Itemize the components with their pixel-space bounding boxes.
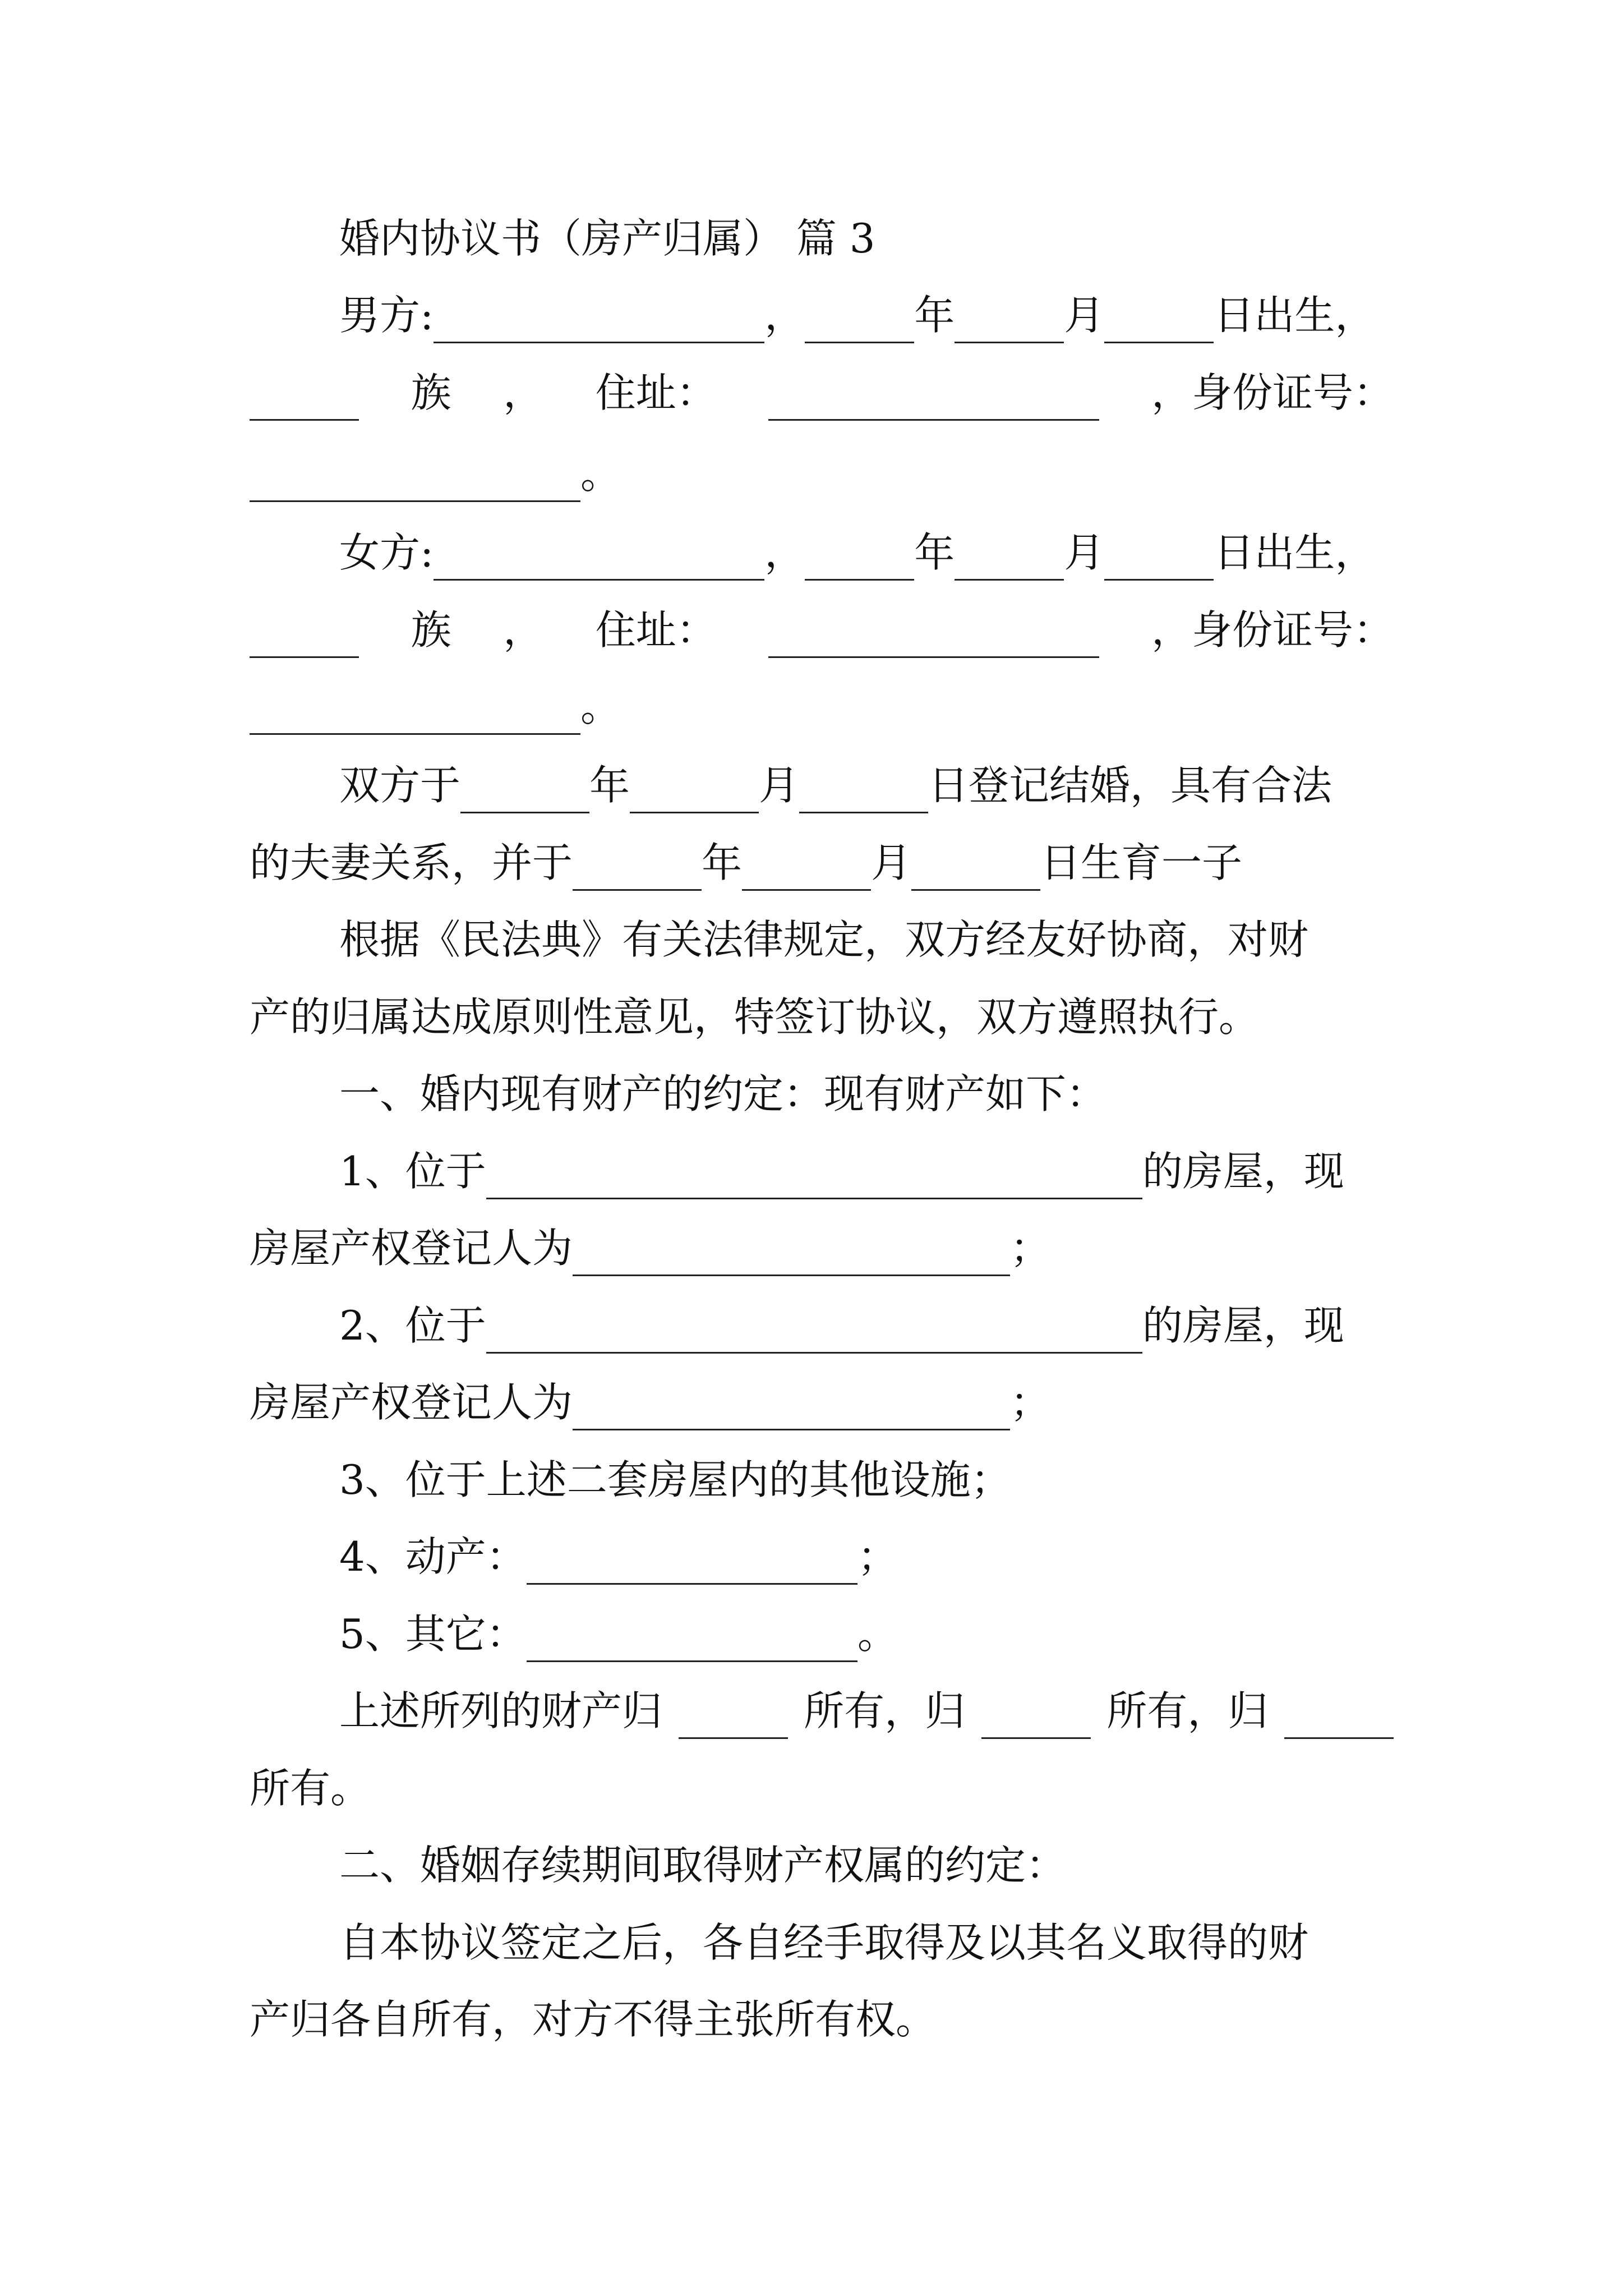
id-label: ，身份证号： xyxy=(1151,369,1394,416)
man-id-blank xyxy=(250,461,580,502)
address-label: 住址： xyxy=(595,606,717,654)
birth-label: 日出生， xyxy=(1214,529,1376,576)
section-1-heading: 一、婚内现有财产的约定：现有财产如下： xyxy=(339,1070,1107,1117)
year-label: 年 xyxy=(914,529,955,576)
owner-2-blank xyxy=(981,1698,1091,1739)
text: 5、其它： xyxy=(339,1611,527,1658)
period: 。 xyxy=(580,450,621,498)
marriage-line-1 xyxy=(339,757,1394,813)
house-1-location-blank xyxy=(486,1158,1142,1199)
woman-birth-line xyxy=(339,524,1394,581)
man-month-blank xyxy=(955,302,1064,343)
month-label: 月 xyxy=(1064,529,1105,576)
text: 房屋产权登记人为 xyxy=(250,1379,573,1426)
item-3: 3、位于上述二套房屋内的其他设施； xyxy=(339,1456,1011,1503)
woman-id-line xyxy=(250,679,1394,735)
text: 的房屋，现 xyxy=(1142,1148,1344,1195)
text: 2、位于 xyxy=(339,1302,486,1349)
text: 4、动产： xyxy=(339,1533,527,1580)
text: 所有，归 xyxy=(1106,1687,1269,1734)
birth-year-blank xyxy=(573,850,702,891)
man-address-line xyxy=(250,365,1394,421)
ethnic-label: 族 xyxy=(411,369,451,416)
woman-label: 女方: xyxy=(339,529,434,576)
marriage-line-2 xyxy=(250,835,1394,891)
text: 月 xyxy=(759,762,800,809)
section-2-heading: 二、婚姻存续期间取得财产权属的约定： xyxy=(339,1842,1067,1889)
man-address-blank xyxy=(768,380,1099,421)
man-year-blank xyxy=(805,302,914,343)
marriage-year-blank xyxy=(460,772,589,813)
basis-line-2: 产的归属达成原则性意见，特签订协议，双方遵照执行。 xyxy=(250,993,1260,1041)
text: 房屋产权登记人为 xyxy=(250,1225,573,1272)
text: 的夫妻关系，并于 xyxy=(250,839,573,886)
other-property-blank xyxy=(527,1621,857,1662)
address-label: 住址： xyxy=(595,369,717,416)
comma: ， xyxy=(503,606,544,654)
id-label: ，身份证号： xyxy=(1151,606,1394,654)
item-1-line-2 xyxy=(250,1220,1394,1276)
woman-day-blank xyxy=(1104,540,1214,581)
man-ethnic-blank xyxy=(250,380,359,421)
woman-address-line xyxy=(250,602,1394,658)
text: ； xyxy=(857,1533,898,1580)
man-label: 男方: xyxy=(339,292,434,339)
document-title: 婚内协议书（房产归属） 篇 3 xyxy=(339,215,875,262)
basis-line-1: 根据《民法典》有关法律规定，双方经友好协商，对财 xyxy=(339,916,1309,963)
text: 双方于 xyxy=(339,762,461,809)
birth-month-blank xyxy=(742,850,871,891)
man-name-blank xyxy=(434,302,764,343)
text: 年 xyxy=(702,839,743,886)
woman-id-blank xyxy=(250,694,580,735)
woman-ethnic-blank xyxy=(250,617,359,658)
marriage-day-blank xyxy=(799,772,928,813)
comma: ， xyxy=(764,529,805,576)
month-label: 月 xyxy=(1064,292,1105,339)
text: 年 xyxy=(589,762,630,809)
text: 所有，归 xyxy=(804,1687,966,1734)
ethnic-label: 族 xyxy=(411,606,451,654)
section-2-line-2: 产归各自所有，对方不得主张所有权。 xyxy=(250,1996,937,2043)
birth-day-blank xyxy=(911,850,1040,891)
item-2-line-1 xyxy=(339,1297,1394,1354)
woman-address-blank xyxy=(768,617,1099,658)
comma: ， xyxy=(764,292,805,339)
comma: ， xyxy=(503,369,544,416)
house-2-location-blank xyxy=(486,1313,1142,1354)
period: 。 xyxy=(580,683,621,730)
text: 1、位于 xyxy=(339,1148,486,1195)
item-4 xyxy=(339,1529,1394,1585)
text: 的房屋，现 xyxy=(1142,1302,1344,1349)
ownership-line-1 xyxy=(339,1683,1394,1739)
item-5 xyxy=(339,1606,1394,1662)
house-1-owner-blank xyxy=(573,1235,1010,1276)
year-label: 年 xyxy=(914,292,955,339)
woman-year-blank xyxy=(805,540,914,581)
text: 日登记结婚，具有合法 xyxy=(928,762,1332,809)
item-2-line-2 xyxy=(250,1374,1394,1430)
text: 。 xyxy=(857,1611,898,1658)
text: ； xyxy=(1010,1379,1051,1426)
house-2-owner-blank xyxy=(573,1389,1010,1430)
woman-name-blank xyxy=(434,540,764,581)
text: 上述所列的财产归 xyxy=(339,1687,663,1734)
section-2-line-1: 自本协议签定之后，各自经手取得及以其名义取得的财 xyxy=(339,1919,1309,1966)
owner-3-blank xyxy=(1284,1698,1394,1739)
ownership-line-2: 所有。 xyxy=(250,1765,371,1812)
man-day-blank xyxy=(1104,302,1214,343)
man-id-line xyxy=(250,446,1394,502)
woman-month-blank xyxy=(955,540,1064,581)
text: 月 xyxy=(871,839,912,886)
text: ； xyxy=(1010,1225,1051,1272)
item-1-line-1 xyxy=(339,1143,1394,1199)
man-birth-line xyxy=(339,287,1394,343)
marriage-month-blank xyxy=(630,772,759,813)
text: 日生育一子 xyxy=(1040,839,1243,886)
movable-property-blank xyxy=(527,1544,857,1585)
birth-label: 日出生， xyxy=(1214,292,1376,339)
owner-1-blank xyxy=(679,1698,788,1739)
